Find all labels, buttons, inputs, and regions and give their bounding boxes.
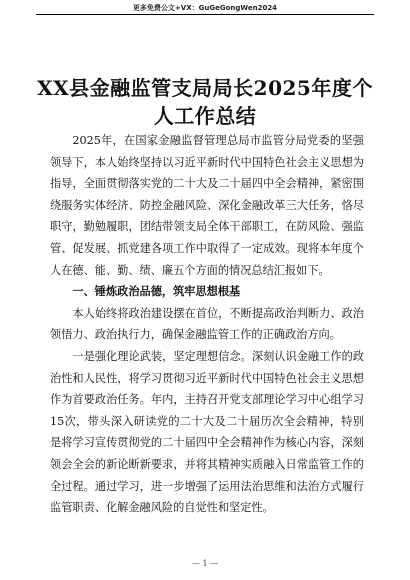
page-number: — 1 — [191,559,219,568]
intro-paragraph: 2025年，在国家金融监督管理总局市监管分局党委的坚强领导下，本人始终坚持以习近平新时代中国特色社会主义思想为指导，全面贯彻落实党的二十大及二十届四中全会精神，紧密围绕服务实体经济、防控金融风险、深化金融改革三大任务，恪尽职守，勤勉履职，团结带领支局全体干部职工，在防风险、强监管、促发展、抓党建各项工作中取得了一定成效。现将本年度个人在德、能、勤、绩、廉五个方面的情况总结汇报如下。 [50,134,364,277]
header-divider [36,14,374,15]
header-note: 更多免费公文+VX：GuGeGongWen2024 [132,4,278,12]
document-body [50,130,364,519]
body-paragraph: 一是强化理论武装，坚定理想信念。深刻认识金融工作的政治性和人民性，将学习贯彻习近平新时代中国特色社会主义思想作为首要政治任务。年内，主持召开党支部理论学习中心组学习15次，带头深入研读党的二十大及二十届历次全会精神，特别是将学习宣传贯彻党的二十届四中全会精神作为核心内容，深刻领会全会的新论断新要求，并将其精神实质融入日常监管工作的全过程。通过学习，进一步增强了运用法治思维和法治方式履行监管职责、化解金融风险的自觉性和坚定性。 [50,349,364,515]
section-heading: 一、锤炼政治品德，筑牢思想根基 [72,285,241,299]
document-title: XX县金融监管支局局长2025年度个人工作总结 [37,76,373,129]
body-paragraph: 本人始终将政治建设摆在首位，不断提高政治判断力、政治领悟力、政治执行力，确保金融监管工作的正确政治方向。 [50,306,364,342]
